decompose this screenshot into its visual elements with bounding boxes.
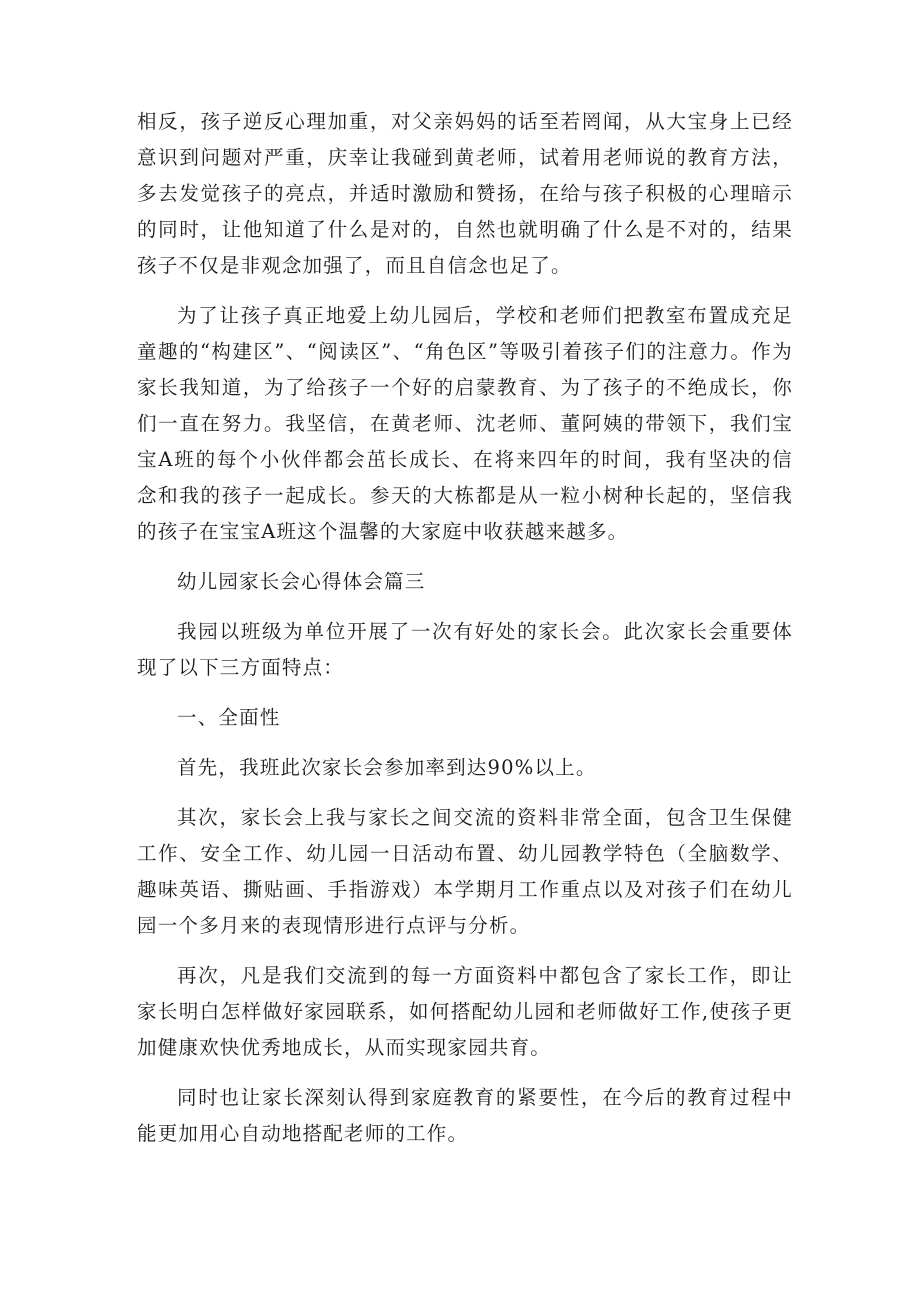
paragraph-third: 再次，凡是我们交流到的每一方面资料中都包含了家长工作，即让家长明白怎样做好家园联系，如何搭配幼儿园和老师做好工作,使孩子更加健康欢快优秀地成长，从而实现家园共育。	[137, 964, 793, 1059]
paragraph-meanwhile: 同时也让家长深刻认得到家庭教育的紧要性，在今后的教育过程中能更加用心自动地搭配老师的工作。	[137, 1086, 793, 1145]
paragraph-intro: 我园以班级为单位开展了一次有好处的家长会。此次家长会重要体现了以下三方面特点：	[137, 620, 793, 679]
paragraph-second: 其次，家长会上我与家长之间交流的资料非常全面，包含卫生保健工作、安全工作、幼儿园一日活动布置、幼儿园教学特色（全脑数学、趣味英语、撕贴画、手指游戏）本学期月工作重点以及对孩子们在幼儿园一个多月来的表现情形进行点评与分析。	[137, 806, 793, 937]
paragraph-continued: 相反，孩子逆反心理加重，对父亲妈妈的话至若罔闻，从大宝身上已经意识到问题对严重，庆幸让我碰到黄老师，试着用老师说的教育方法，多去发觉孩子的亮点，并适时激励和赞扬，在给与孩子积极的心理暗示的同时，让他知道了什么是对的，自然也就明确了什么是不对的，结果孩子不仅是非观念加强了，而且自信念也足了。	[137, 110, 793, 277]
document-body	[137, 104, 793, 1152]
paragraph-classroom: 为了让孩子真正地爱上幼儿园后，学校和老师们把教室布置成充足童趣的“构建区”、“阅读区”、“角色区”等吸引着孩子们的注意力。作为家长我知道，为了给孩子一个好的启蒙教育、为了孩子的不绝成长，你们一直在努力。我坚信，在黄老师、沈老师、董阿姨的带领下，我们宝宝A班的每个小伙伴都会茁长成长、在将来四年的时间，我有坚决的信念和我的孩子一起成长。参天的大栋都是从一粒小树种长起的，坚信我的孩子在宝宝A班这个温馨的大家庭中收获越来越多。	[137, 304, 793, 543]
subheading-comprehensive: 一、全面性	[177, 706, 281, 729]
paragraph-first: 首先，我班此次家长会参加率到达90%以上。	[177, 756, 597, 779]
section-heading: 幼儿园家长会心得体会篇三	[177, 570, 426, 593]
